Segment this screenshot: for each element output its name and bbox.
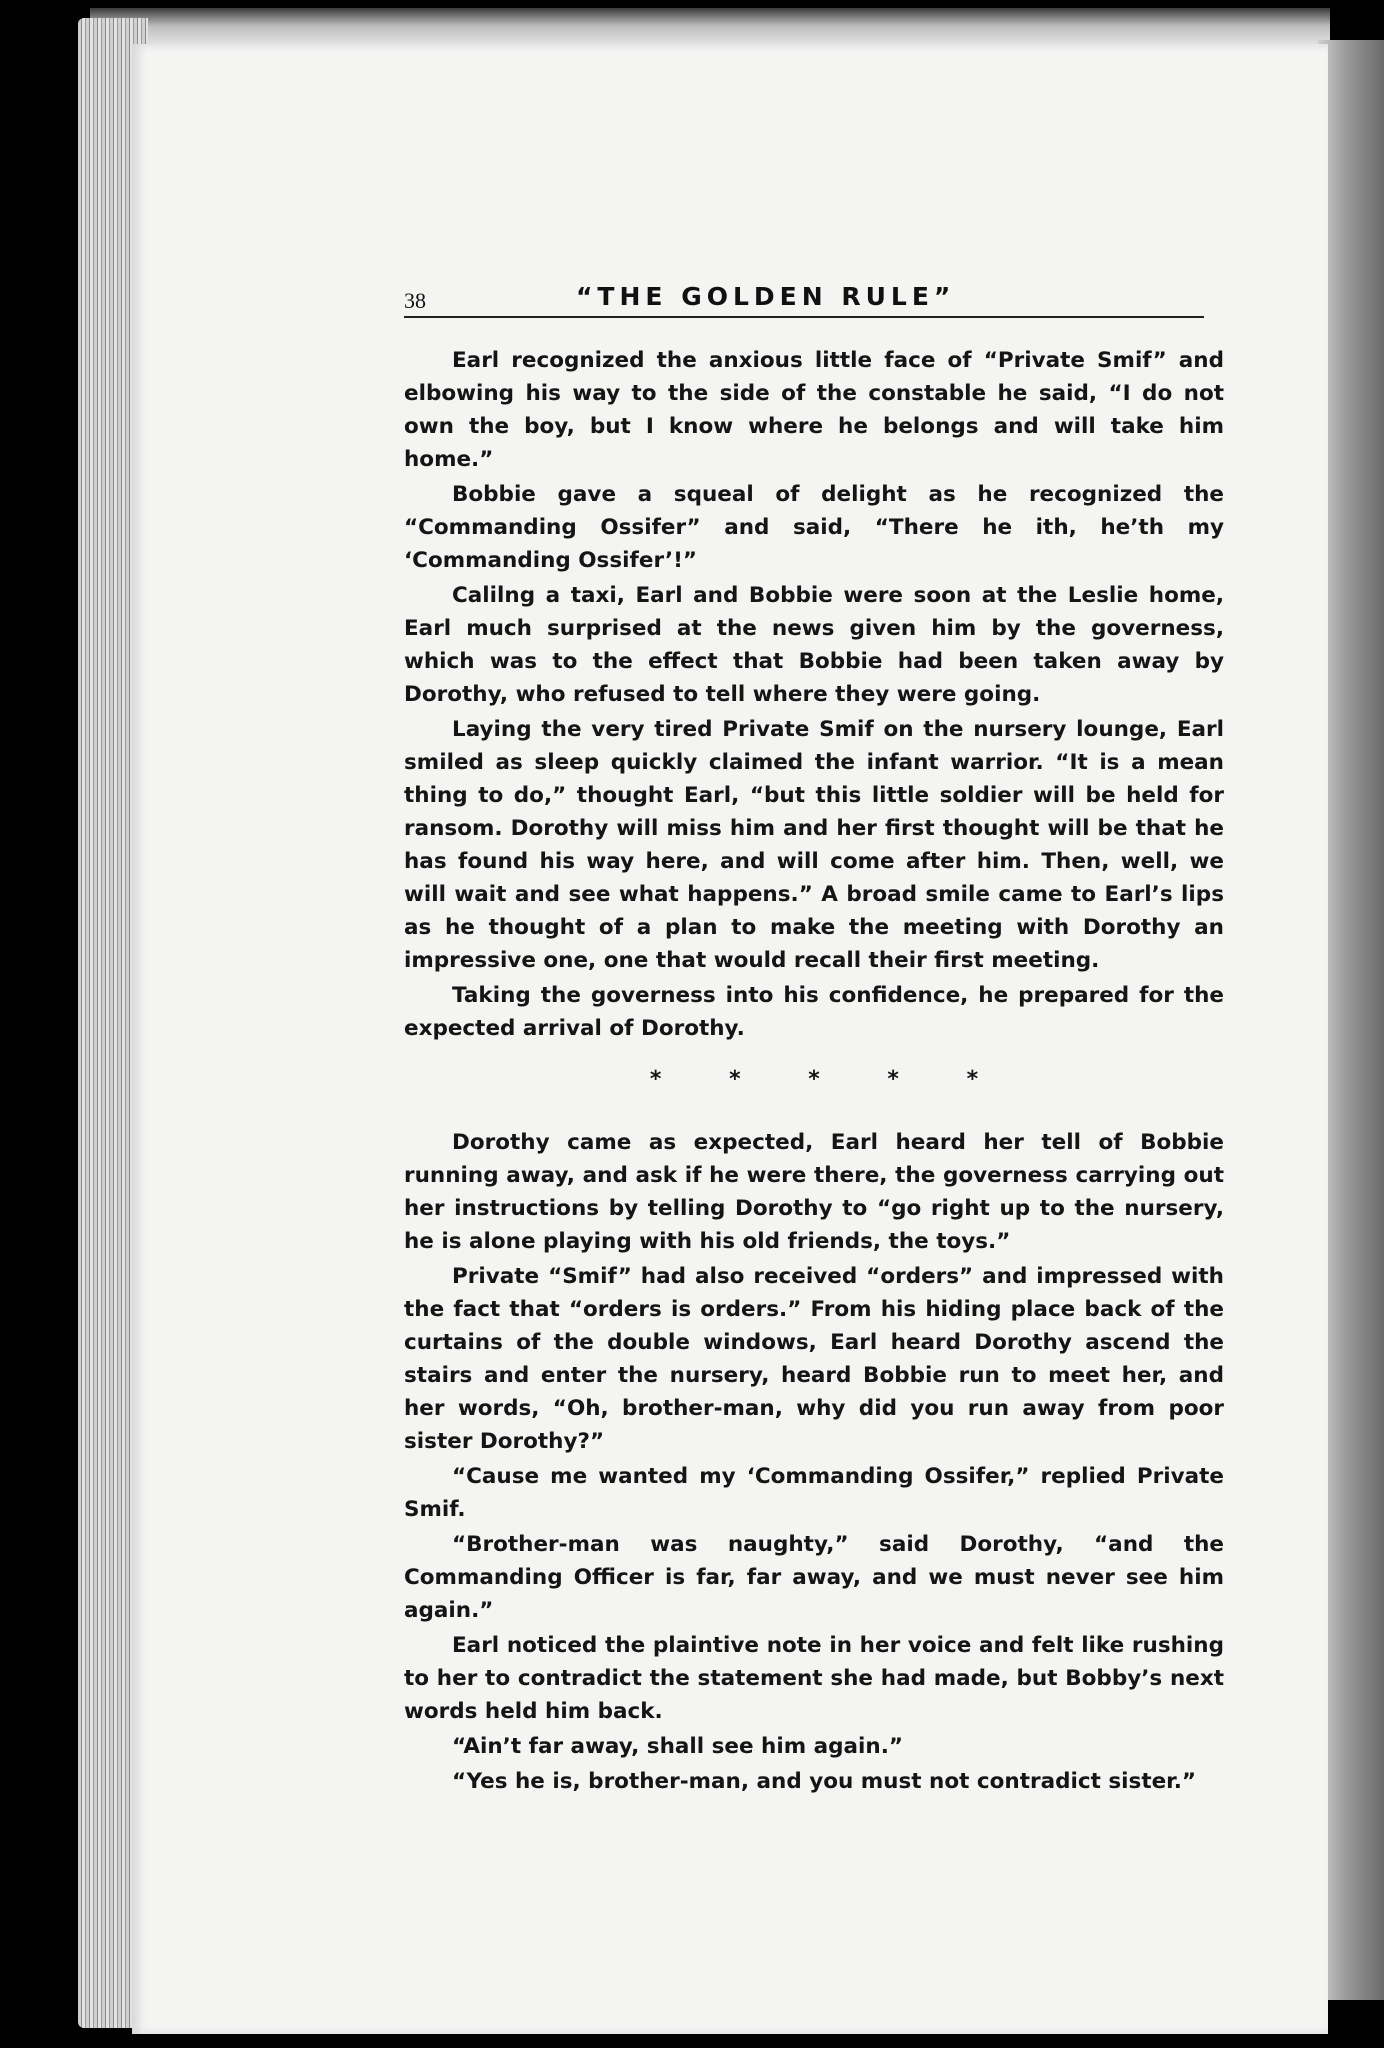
body-text bbox=[404, 344, 1224, 1800]
paragraph: “Yes he is, brother-man, and you must not contradict sister.” bbox=[452, 1769, 1197, 1794]
paragraph: Taking the governess into his confidence, he prepared for the expected arrival of Dorothy. bbox=[404, 983, 1224, 1041]
paragraph: “Cause me wanted my ‘Commanding Ossifer,” replied Private Smif. bbox=[404, 1464, 1224, 1522]
paragraph: Dorothy came as expected, Earl heard her tell of Bobbie running away, and ask if he were there, the governess carrying out her instructions by telling Dorothy to “go right up to the nursery, he is alone playing with his old friends, the toys.” bbox=[404, 1130, 1224, 1254]
paragraph: Calilng a taxi, Earl and Bobbie were soon at the Leslie home, Earl much surprised at the news given him by the governess, which was to the effect that Bobbie had been taken away by Dorothy, who refused to tell where they were going. bbox=[404, 583, 1224, 707]
paragraph: Private “Smif” had also received “orders” and impressed with the fact that “orders is orders.” From his hiding place back of the curtains of the double windows, Earl heard Dorothy ascend the stairs and enter the nursery, heard Bobbie run to meet her, and her words, “Oh, brother-man, why did you run away from poor sister Dorothy?” bbox=[404, 1264, 1224, 1454]
section-separator: * * * * * bbox=[649, 1067, 1009, 1092]
paragraph: Earl recognized the anxious little face of “Private Smif” and elbowing his way to the side of the constable he said, “I do not own the boy, but I know where he belongs and will take him home.” bbox=[404, 348, 1224, 472]
paragraph: Earl noticed the plaintive note in her voice and felt like rushing to her to contradict the statement she had made, but Bobby’s next words held him back. bbox=[404, 1633, 1224, 1724]
paragraph: “Brother-man was naughty,” said Dorothy, “and the Commanding Officer is far, far away, and we must never see him again.” bbox=[404, 1532, 1224, 1623]
running-title: “THE GOLDEN RULE” bbox=[576, 282, 956, 311]
paragraph: “Ain’t far away, shall see him again.” bbox=[452, 1734, 903, 1759]
paragraph: Bobbie gave a squeal of delight as he recognized the “Commanding Ossifer” and said, “There he ith, he’th my ‘Commanding Ossifer’!” bbox=[404, 482, 1224, 573]
page-number: 38 bbox=[404, 288, 426, 313]
paragraph: Laying the very tired Private Smif on the nursery lounge, Earl smiled as sleep quickly claimed the infant warrior. “It is a mean thing to do,” thought Earl, “but this little soldier will be held for ransom. Dorothy will miss him and her first thought will be that he has found his way here, and will come after him. Then, well, we will wait and see what happens.” A broad smile came to Earl’s lips as he thought of a plan to make the meeting with Dorothy an impressive one, one that would recall their first meeting. bbox=[404, 717, 1224, 973]
header-rule bbox=[404, 316, 1204, 318]
page-top-edge bbox=[90, 8, 1330, 48]
